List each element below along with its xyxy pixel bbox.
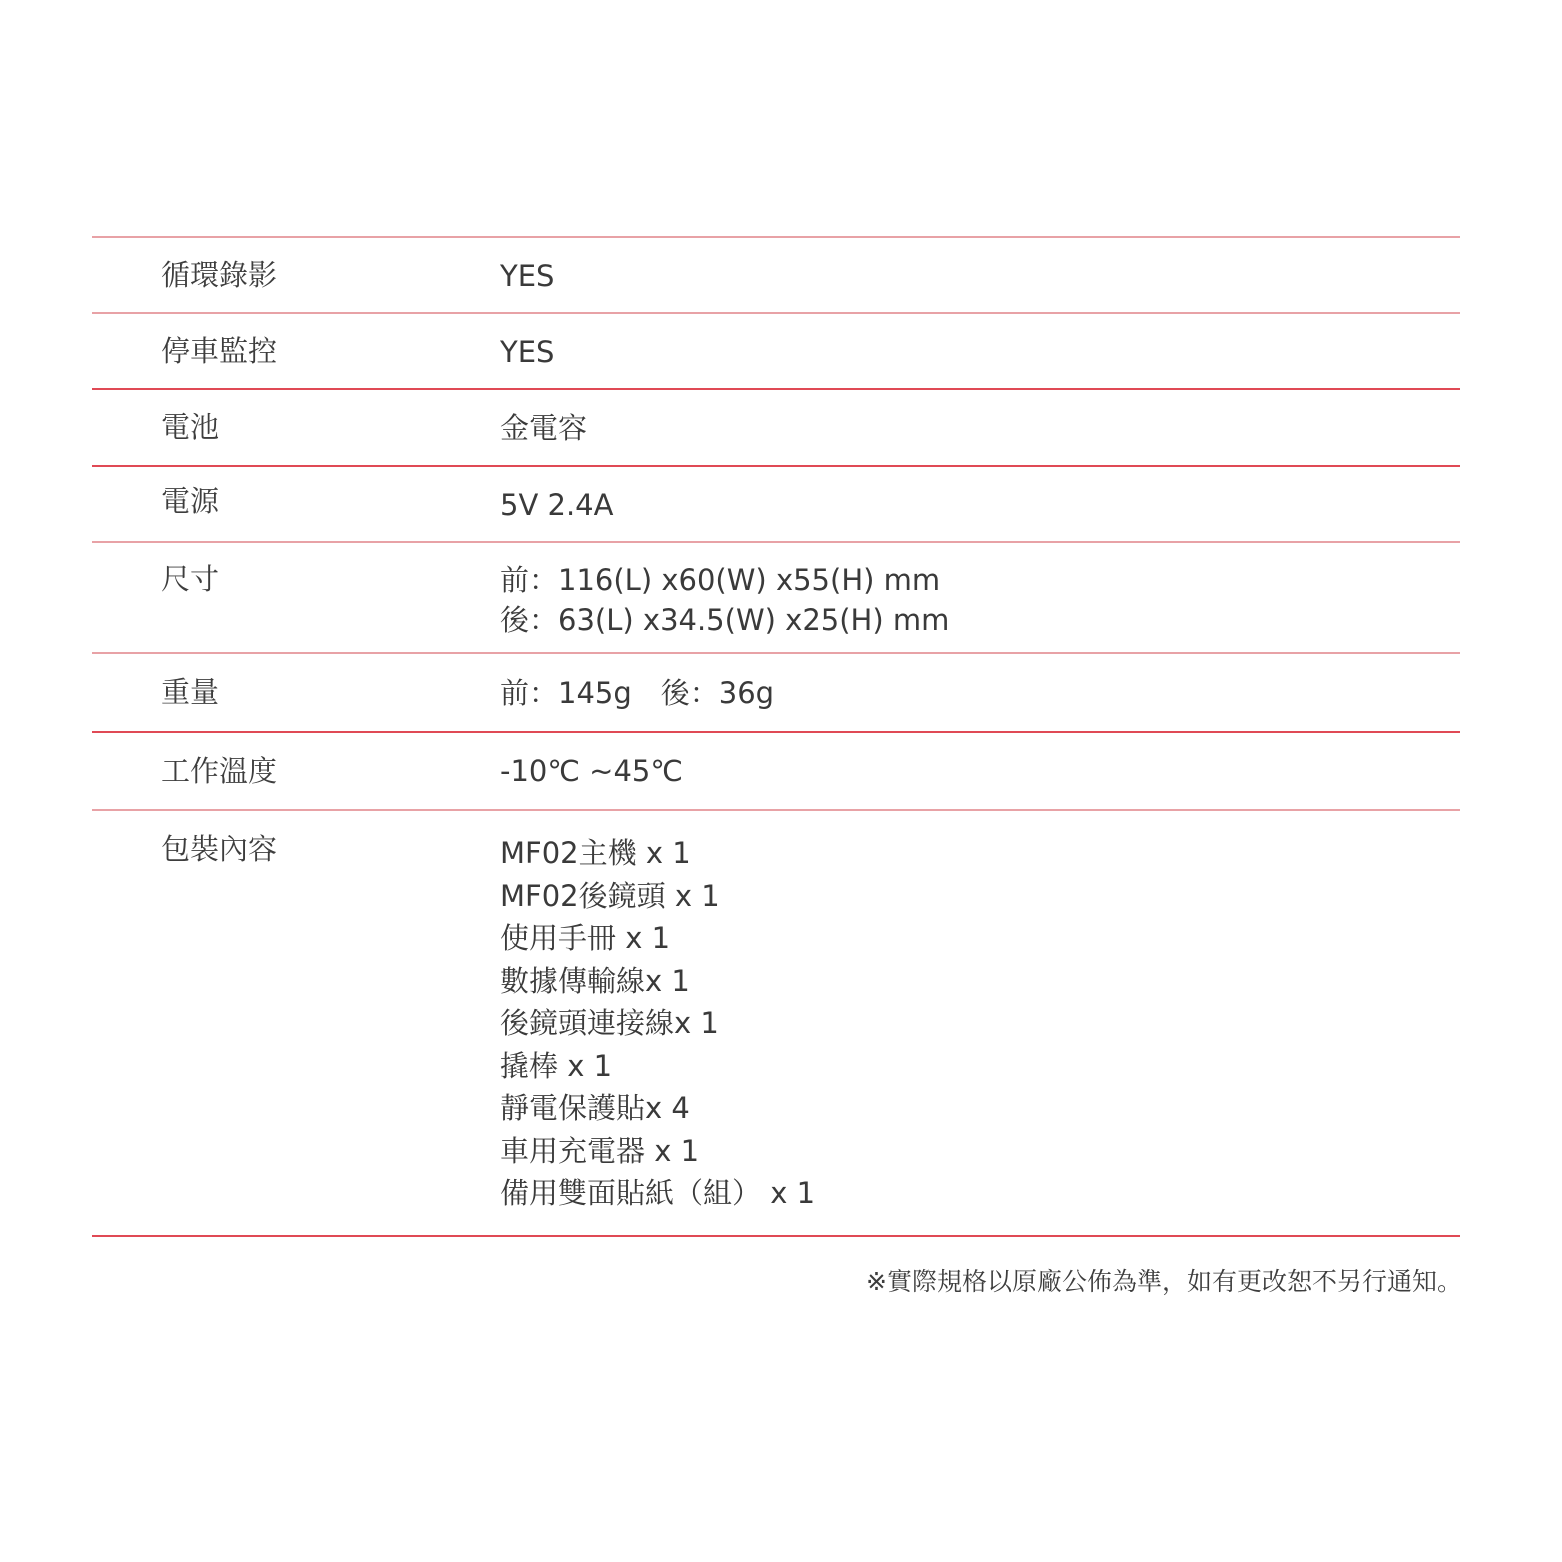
spec-row-power — [92, 467, 1460, 541]
spec-label: 尺寸 — [161, 562, 220, 596]
package-item: MF02主機 x 1 — [500, 836, 691, 870]
package-item: 備用雙面貼紙（組） x 1 — [500, 1176, 816, 1210]
spec-label: 工作溫度 — [161, 754, 278, 788]
spec-label: 循環錄影 — [161, 258, 278, 292]
package-item: 使用手冊 x 1 — [500, 921, 671, 955]
spec-row-dimensions — [92, 543, 1460, 652]
spec-value-line: 5V 2.4A — [500, 488, 614, 522]
spec-value-line: -10℃ ~45℃ — [500, 754, 683, 788]
spec-row-battery — [92, 390, 1460, 465]
spec-value — [500, 560, 949, 640]
spec-label: 重量 — [161, 675, 220, 709]
spec-value — [500, 751, 683, 791]
spec-value-line: 金電容 — [500, 411, 588, 445]
spec-value — [500, 332, 554, 372]
spec-row-operating-temperature — [92, 733, 1460, 809]
package-item: 後鏡頭連接線x 1 — [500, 1006, 719, 1040]
package-item: 撬棒 x 1 — [500, 1048, 613, 1083]
package-item: MF02後鏡頭 x 1 — [500, 878, 720, 913]
spec-value — [500, 673, 774, 713]
spec-label: 停車監控 — [161, 334, 278, 368]
spec-row-package-contents — [92, 811, 1460, 1235]
spec-value-line: 後：63(L) x34.5(W) x25(H) mm — [500, 603, 950, 637]
spec-table — [92, 236, 1460, 1237]
spec-value-line: YES — [500, 259, 555, 293]
spec-label: 電源 — [161, 484, 220, 518]
spec-label: 包裝內容 — [161, 832, 278, 866]
spec-value-line: YES — [500, 335, 555, 369]
package-item: 靜電保護貼x 4 — [500, 1091, 690, 1125]
spec-value — [500, 832, 815, 1215]
package-item: 車用充電器 x 1 — [500, 1133, 700, 1168]
spec-row-weight — [92, 654, 1460, 731]
row-divider — [92, 1235, 1460, 1237]
spec-value — [500, 485, 613, 525]
package-item: 數據傳輸線x 1 — [500, 963, 690, 998]
spec-row-parking-monitor — [92, 314, 1460, 388]
spec-value — [500, 256, 554, 296]
disclaimer-footnote: ※實際規格以原廠公佈為準，如有更改恕不另行通知。 — [866, 1267, 1462, 1296]
spec-value-line: 前：145g 後：36g — [500, 676, 775, 710]
spec-value — [500, 408, 587, 448]
spec-row-loop-recording — [92, 238, 1460, 312]
spec-label: 電池 — [161, 410, 220, 444]
spec-value-line: 前：116(L) x60(W) x55(H) mm — [500, 563, 941, 597]
